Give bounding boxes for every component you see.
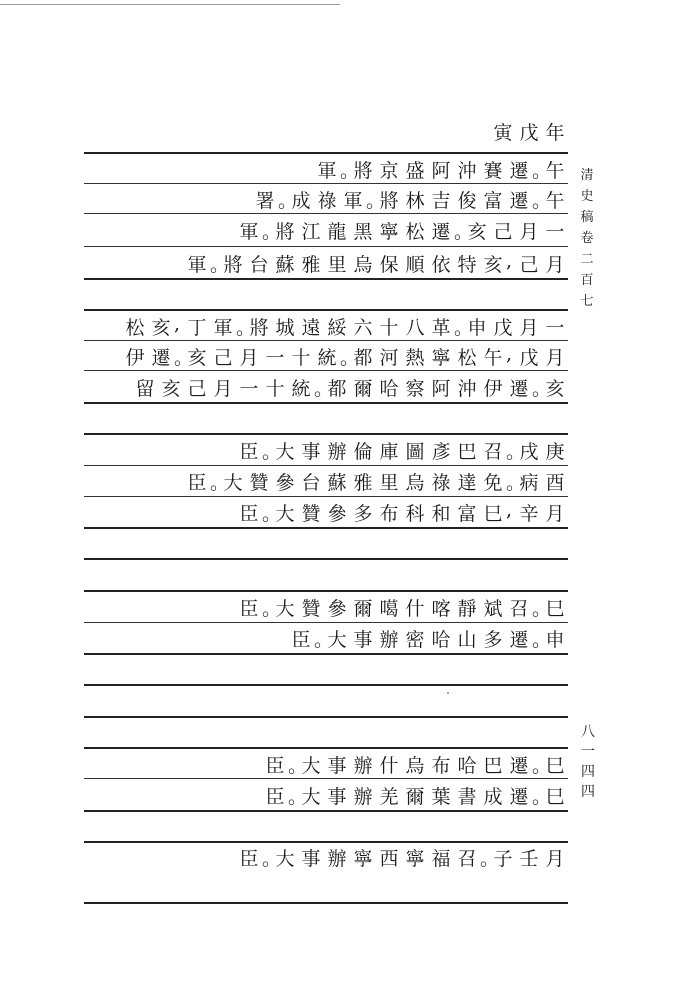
line-text: 軍 。 將 台 蘇 雅 里 烏 保 順 依 特 亥 , 己 月 (187, 249, 565, 276)
ink-speck (447, 692, 449, 694)
line-text: 松 亥 , 丁 軍 。 將 城 遠 綏 六 十 八 革 。 申 戊 月 一 (125, 312, 565, 339)
line-text: 軍 。 將 江 龍 黑 寧 松 遷 。 亥 己 月 一 (239, 220, 565, 243)
table-line-2 (84, 184, 568, 214)
line-text: 臣 。 大 事 辦 密 哈 山 多 遷 。 申 (291, 628, 565, 651)
table-rule (84, 810, 568, 812)
table-line-4 (84, 248, 568, 278)
table-line-9 (84, 466, 568, 496)
table-rule (84, 402, 568, 404)
running-title: 清史稿卷二百七 (580, 168, 594, 309)
line-text: 留 亥 己 月 一 十 統 。 都 爾 哈 察 阿 沖 伊 遷 。 亥 (135, 377, 565, 400)
table-rule (84, 684, 568, 686)
top-edge-line (0, 4, 340, 5)
line-text: 臣 。 大 贊 參 多 布 科 和 富 巳 , 辛 月 (239, 498, 565, 525)
table-line-10 (84, 497, 568, 527)
table-line-11 (84, 592, 568, 622)
table-line-0 (84, 116, 568, 146)
line-text: 臣 。 大 贊 參 爾 噶 什 喀 靜 斌 召 。 巳 (239, 597, 565, 620)
table-line-8 (84, 435, 568, 465)
page-number: 八一四四 (581, 724, 595, 800)
line-text: 臣 。 大 事 辦 倫 庫 圖 彥 巴 召 。 戌 庚 (239, 440, 565, 463)
line-text: 署 。 成 祿 軍 。 將 林 吉 俊 富 遷 。 午 (255, 189, 565, 212)
line-text: 軍 。 將 京 盛 阿 沖 賽 遷 。 午 (317, 159, 565, 182)
table-rule (84, 246, 568, 247)
table-line-5 (84, 311, 568, 341)
line-text: 臣 。 大 事 辦 什 烏 布 哈 巴 遷 。 巳 (265, 754, 565, 777)
table-line-13 (84, 749, 568, 779)
table-line-12 (84, 623, 568, 653)
table-rule (84, 278, 568, 280)
line-text: 臣 。 大 贊 參 台 蘇 雅 里 烏 祿 達 免 。 病 酉 (187, 471, 565, 494)
table-rule (84, 653, 568, 655)
line-text: 臣 。 大 事 辦 羌 爾 葉 書 成 遷 。 巳 (265, 785, 565, 808)
table-line-6 (84, 341, 568, 371)
table-line-3 (84, 215, 568, 245)
table-line-15 (84, 842, 568, 872)
table-line-14 (84, 780, 568, 810)
line-text: 伊 遷 。 亥 己 月 一 十 統 。 都 河 熱 寧 松 午 , 戊 月 (125, 342, 565, 369)
table-line-1 (84, 154, 568, 184)
line-text: 寅 戊 年 (493, 121, 565, 144)
table-rule (84, 558, 568, 560)
table-rule (84, 716, 568, 718)
line-text: 臣 。 大 事 辦 寧 西 寧 福 召 。 子 壬 月 (239, 847, 565, 870)
table-rule (84, 902, 568, 904)
table-line-7 (84, 372, 568, 402)
table-rule (84, 527, 568, 529)
